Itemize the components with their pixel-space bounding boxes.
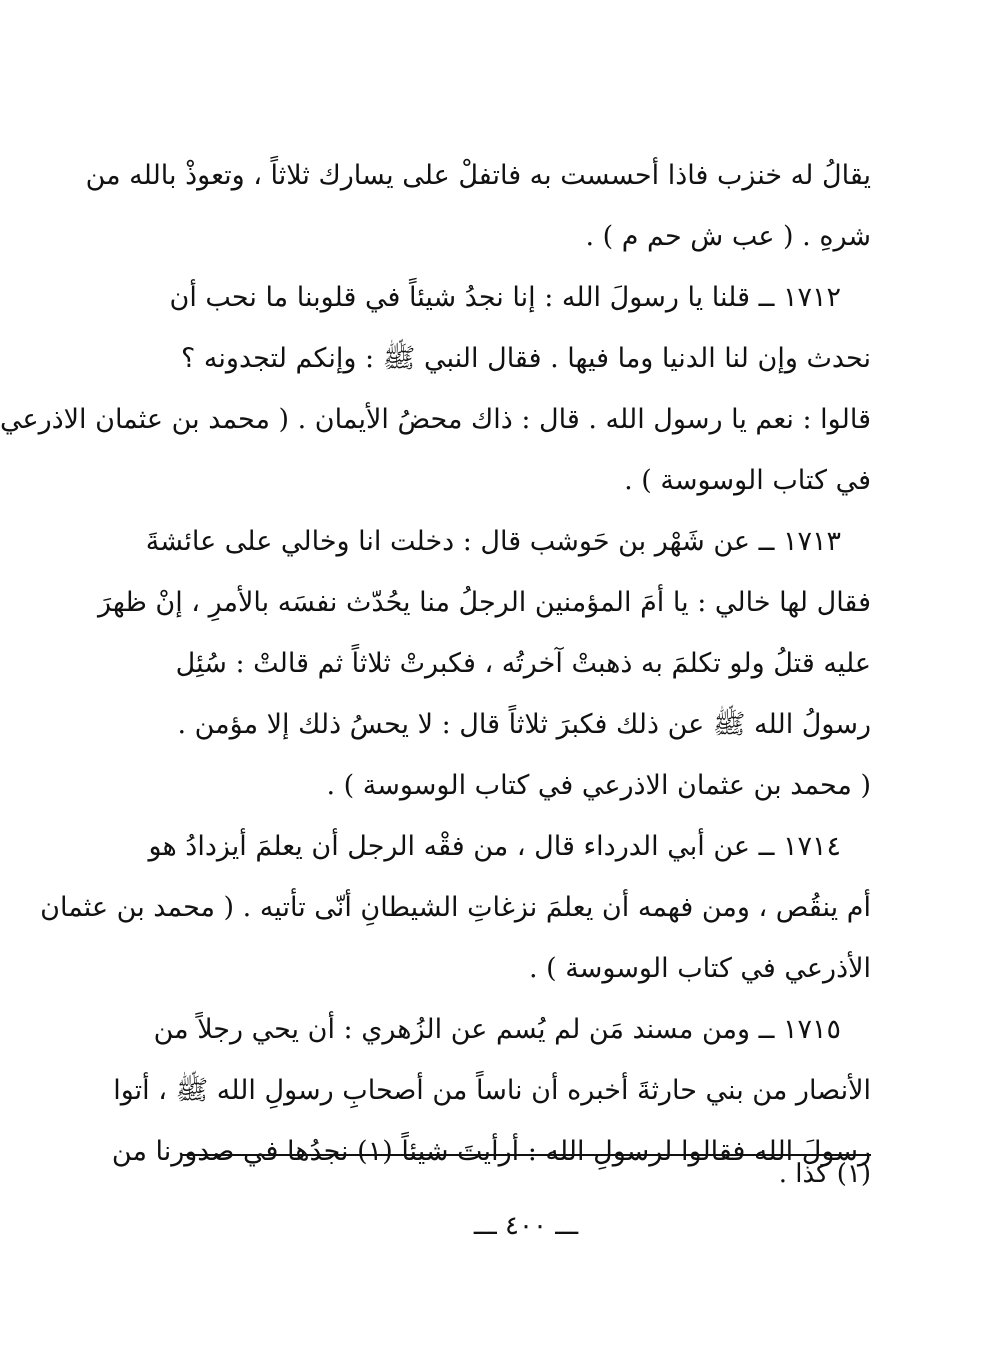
text-line: نحدث وإن لنا الدنيا وما فيها . فقال النبي ﷺ : وإنكم لتجدونه ؟ [181, 343, 871, 374]
hadith-1712 [0, 267, 871, 511]
text-line: ١٧١٢ ــ قلنا يا رسولَ الله : إنا نجدُ شيئاً في قلوبنا ما نحب أن [169, 282, 841, 313]
footnote-divider [181, 1154, 871, 1156]
hadith-1713 [97, 511, 871, 816]
page-number: ـــ ٤٠٠ ـــ [473, 1211, 579, 1241]
text-line: أم ينقُص ، ومن فهمه أن يعلمَ نزغاتِ الشيطانِ أنّى تأتيه . ( محمد بن عثمان [40, 892, 871, 923]
text-line: شرهِ . ( عب ش حم م ) . [585, 221, 871, 252]
text-line: ١٧١٥ ــ ومن مسند مَن لم يُسم عن الزُهري : أن يحي رجلاً من [153, 1014, 841, 1045]
text-line: يقالُ له خنزب فاذا أحسست به فاتفلْ على يسارك ثلاثاً ، وتعوذْ بالله من [85, 160, 871, 191]
text-line: قالوا : نعم يا رسول الله . قال : ذاك محضُ الأيمان . ( محمد بن عثمان الاذرعي [0, 404, 871, 435]
text-line: ( محمد بن عثمان الاذرعي في كتاب الوسوسة ) . [326, 770, 871, 801]
text-line: الأذرعي في كتاب الوسوسة ) . [528, 953, 871, 984]
text-line: الأنصار من بني حارثةَ أخبره أن ناساً من أصحابِ رسولِ الله ﷺ ، أتوا [113, 1075, 871, 1106]
text-line: عليه قتلُ ولو تكلمَ به ذهبتْ آخرتُه ، فكبرتْ ثلاثاً ثم قالتْ : سُئِل [175, 648, 871, 679]
main-text [0, 145, 871, 1182]
text-line: رسولَ الله فقالوا لرسولِ الله : أرأيتَ شيئاً (١) نجدُها في صدورنا من [111, 1136, 871, 1167]
text-line: رسولُ الله ﷺ عن ذلك فكبرَ ثلاثاً قال : لا يحسُ ذلك إلا مؤمن . [177, 709, 871, 740]
paragraph-intro [85, 145, 871, 267]
text-line: ١٧١٤ ــ عن أبي الدرداء قال ، من فقْه الرجل أن يعلمَ أيزدادُ هو [148, 831, 841, 862]
footnote: (١) كذا . [778, 1159, 871, 1189]
text-line: فقال لها خالي : يا أمَ المؤمنين الرجلُ منا يحُدّث نفسَه بالأمرِ ، إنْ ظهرَ [97, 587, 871, 618]
text-line: في كتاب الوسوسة ) . [624, 465, 871, 496]
text-line: ١٧١٣ ــ عن شَهْر بن حَوشب قال : دخلت انا وخالي على عائشةَ [145, 526, 841, 557]
hadith-1714 [40, 816, 871, 999]
